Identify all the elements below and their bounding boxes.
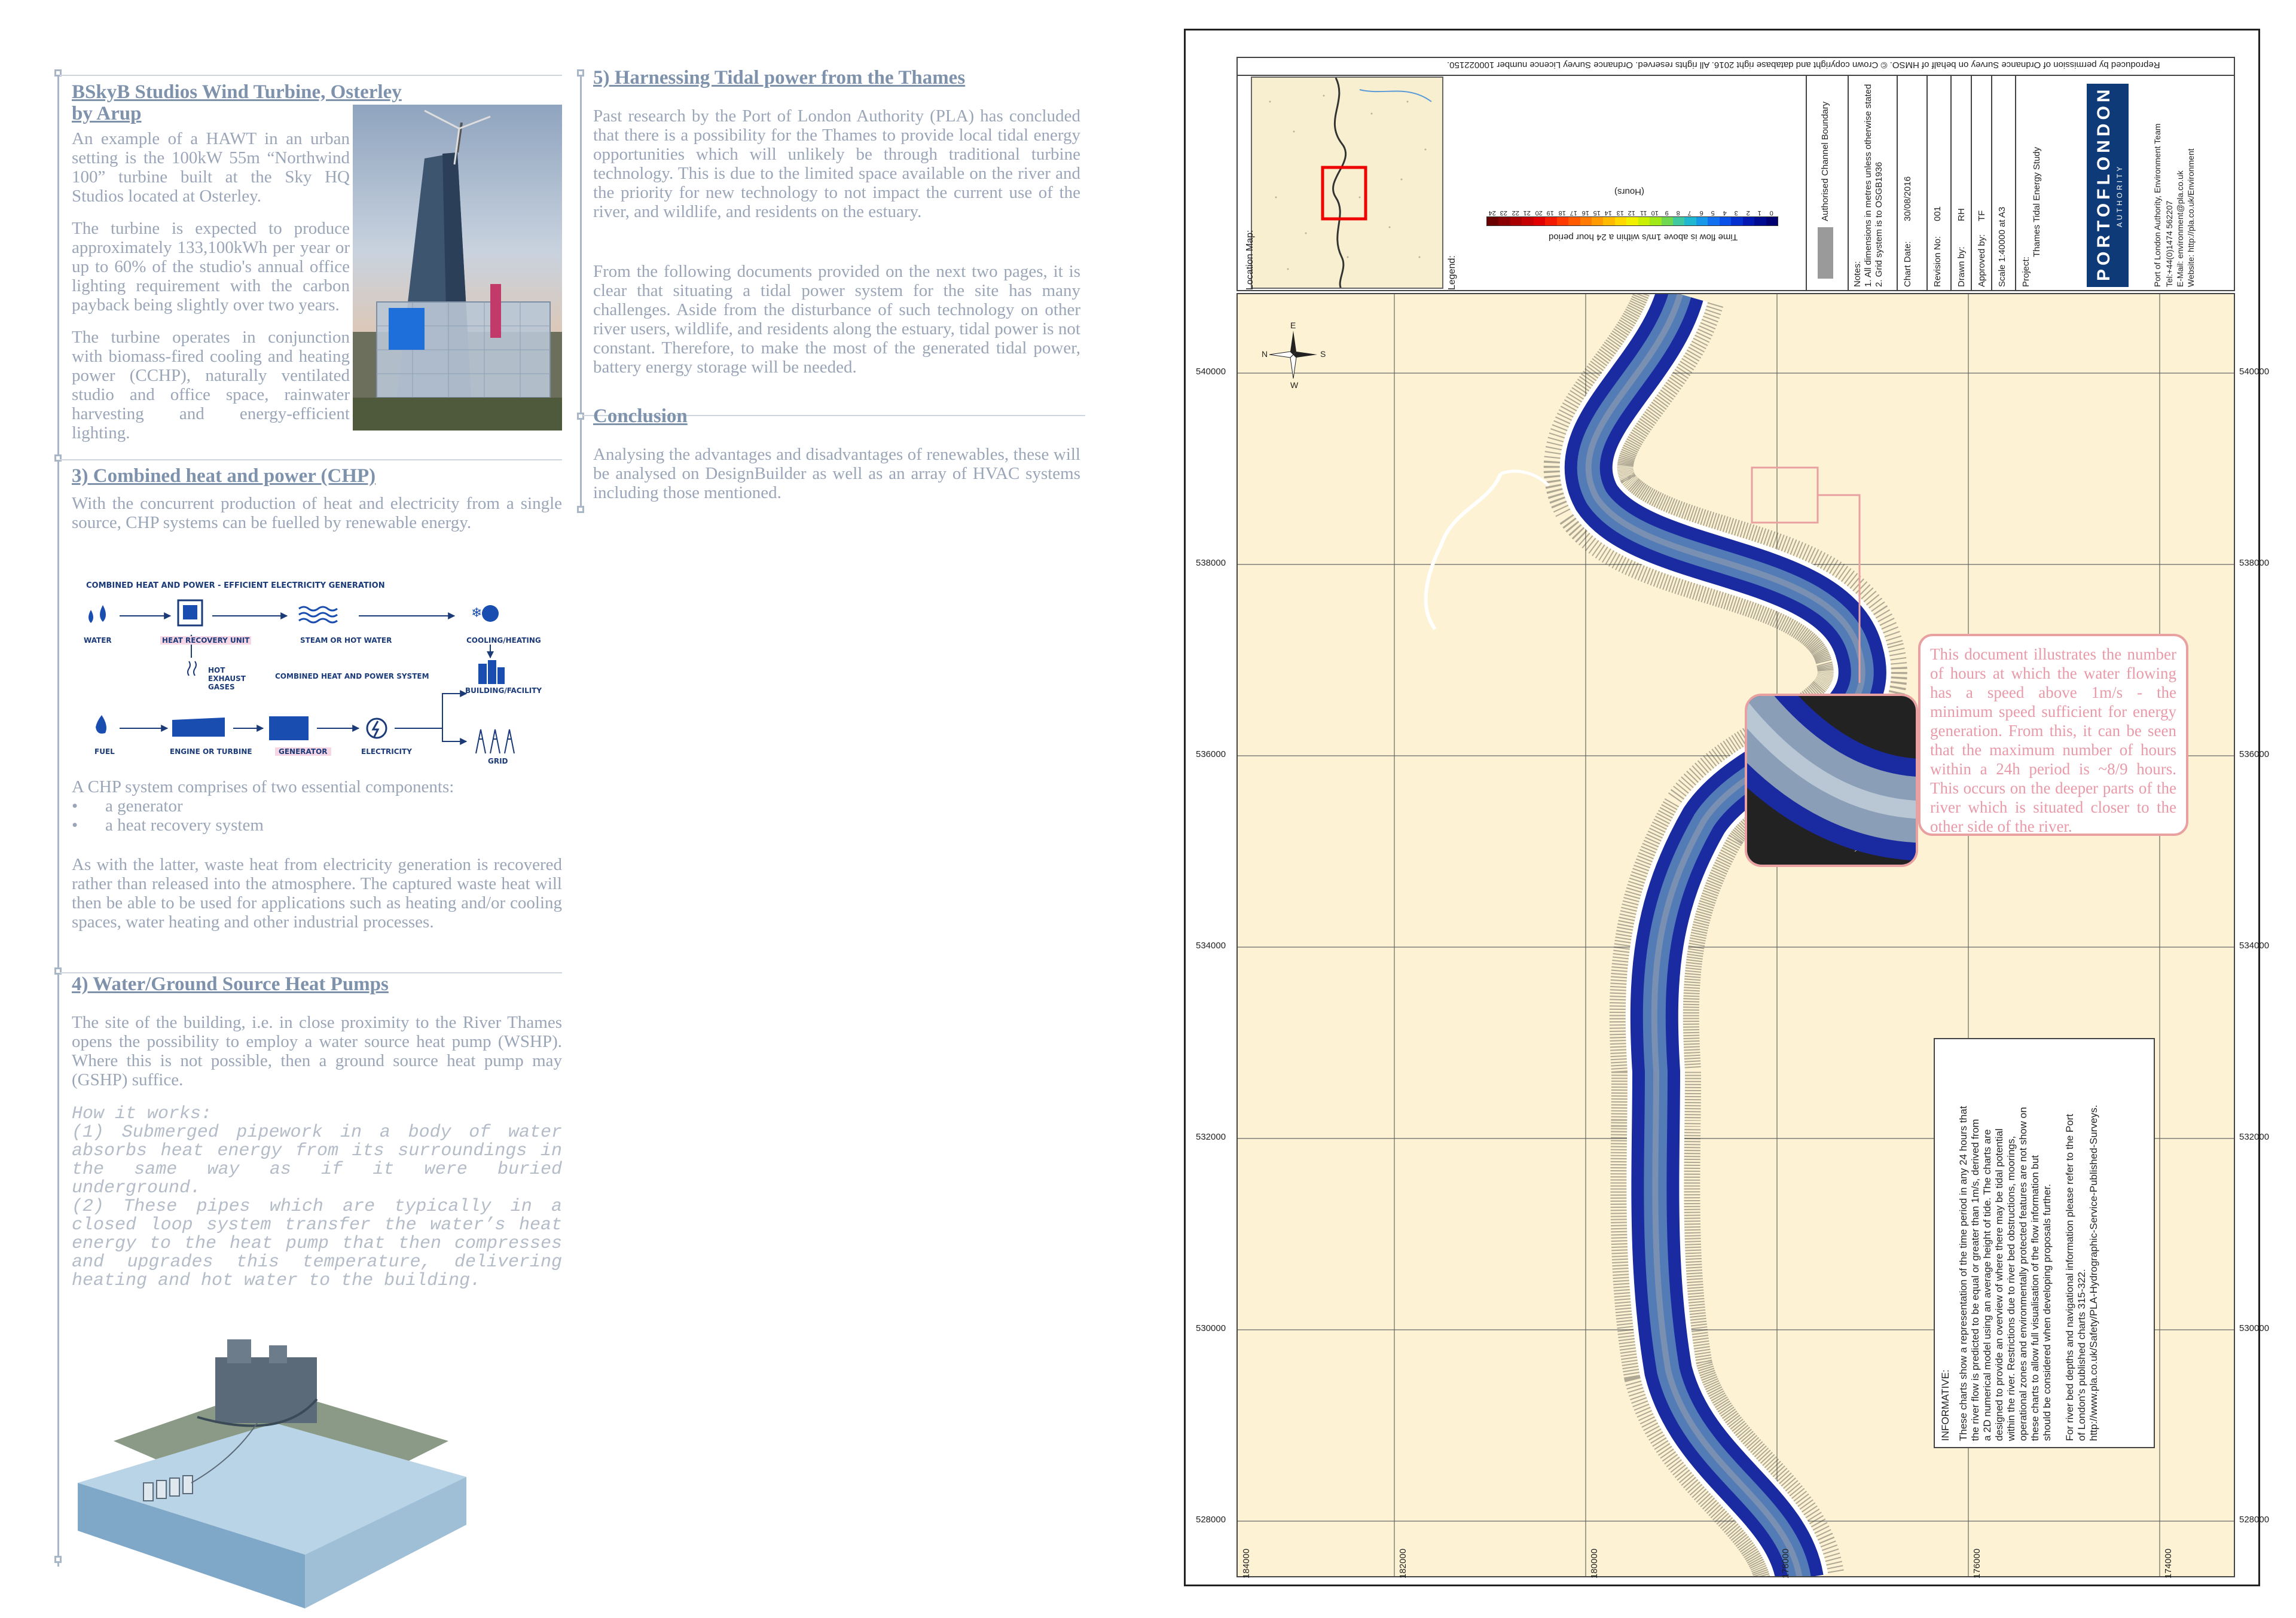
pla-logo-main: PORTOFLONDON xyxy=(2094,86,2114,281)
compass-s: S xyxy=(1320,349,1326,359)
chp-label-engine: ENGINE OR TURBINE xyxy=(170,747,252,756)
legend-swatch xyxy=(1626,217,1638,225)
conclusion-title: Conclusion xyxy=(593,405,688,427)
legend-swatch xyxy=(1615,217,1626,225)
pla-contact-4: Website: http://pla.co.uk/Environment xyxy=(2186,148,2196,287)
legend-value: 5 xyxy=(1711,209,1715,216)
timeline-node xyxy=(577,69,584,77)
legend-value: 0 xyxy=(1769,209,1773,216)
info-row-label: Project: xyxy=(2021,257,2031,287)
wind-paragraph-1: An example of a HAWT in an urban setting is the 100kW 55m “Northwind 100” turbine built at the Sky HQ Studios located at Osterley. xyxy=(72,129,350,206)
pla-contact-1: Port of London Authority, Environment Team xyxy=(2152,123,2162,287)
timeline-node xyxy=(577,506,584,513)
legend-swatch xyxy=(1580,217,1592,225)
legend-value: 8 xyxy=(1676,209,1680,216)
map-copyright: Reproduced by permission of Ordnance Survey on behalf of HMSO. © Crown copyright and database right 2016. All rights reserved. Ordnance Survey Licence number 100022150. xyxy=(1447,60,2160,70)
tidal-title: 5) Harnessing Tidal power from the Thames xyxy=(593,67,966,88)
wshp-how-step-1: (1) Submerged pipework in a body of water absorbs heat energy from its surroundings in the same way as if it were buried underground. xyxy=(72,1122,562,1198)
chp-label-exhaust: HOT EXHAUST GASES xyxy=(208,666,246,691)
legend-value: 10 xyxy=(1651,209,1659,216)
legend-swatch xyxy=(1603,217,1614,225)
chp-bullet-1: • a generator xyxy=(72,796,183,816)
chp-label-cooling: COOLING/HEATING xyxy=(466,636,541,645)
informative-line: designed to provide an overview of where there may be tidal potential xyxy=(1993,1128,2005,1441)
legend-swatch xyxy=(1708,217,1719,225)
informative-line: operational zones and environmentally protected features are not show on xyxy=(2017,1107,2029,1441)
chp-diagram-title: COMBINED HEAT AND POWER - EFFICIENT ELECTRICITY GENERATION xyxy=(86,581,385,590)
info-row-divider xyxy=(2015,76,2016,290)
northing-label: 532000 xyxy=(1196,1132,1226,1142)
conclusion-paragraph: Analysing the advantages and disadvantages of renewables, these will be analysed on DesignBuilder as well as an array of HVAC systems including those mentioned. xyxy=(593,445,1080,502)
legend-value: 12 xyxy=(1628,209,1636,216)
legend-value: 22 xyxy=(1512,209,1519,216)
northing-label: 534000 xyxy=(2239,941,2270,951)
chp-diagram xyxy=(72,574,562,765)
legend-value: 3 xyxy=(1734,209,1738,216)
legend-value: 14 xyxy=(1604,209,1613,216)
easting-label: 174000 xyxy=(2163,1548,2173,1579)
legend-swatch xyxy=(1662,217,1673,225)
wshp-paragraph-1: The site of the building, i.e. in close proximity to the River Thames opens the possibility to employ a water source heat pump (WSHP). Where this is not possible, then a ground source heat pump may (GSHP) suffice. xyxy=(72,1013,562,1089)
chp-title: 3) Combined heat and power (CHP) xyxy=(72,465,376,487)
compass-n: N xyxy=(1262,349,1268,359)
legend-value: 2 xyxy=(1746,209,1750,216)
section-divider xyxy=(60,75,562,76)
note-1: 1. All dimensions in metres unless otherwise stated xyxy=(1863,84,1873,287)
legend-title: Time flow is above 1m/s within a 24 hour period xyxy=(1549,232,1738,242)
sky-building-illustration xyxy=(353,105,562,431)
compass-rose xyxy=(1262,320,1326,390)
compass-e: E xyxy=(1290,320,1296,330)
chp-label-building: BUILDING/FACILITY xyxy=(465,686,542,695)
legend-swatch xyxy=(1754,217,1766,225)
location-map xyxy=(1251,77,1443,289)
timeline-node xyxy=(54,967,62,975)
northing-label: 540000 xyxy=(2239,367,2270,377)
chp-label-electricity: ELECTRICITY xyxy=(361,747,412,756)
legend-value: 17 xyxy=(1570,209,1577,216)
info-row-divider xyxy=(1950,76,1952,290)
sky-studios-photo xyxy=(353,105,562,431)
legend-swatch xyxy=(1696,217,1708,225)
channel-boundary-label: Authorised Channel Boundary xyxy=(1820,101,1830,221)
northing-label: 536000 xyxy=(1196,749,1226,759)
wshp-illustration xyxy=(78,1303,466,1608)
northing-label: 540000 xyxy=(1196,367,1226,377)
informative-line: these charts to allow full visualisation of the flow information but xyxy=(2029,1155,2041,1441)
map-callout-note: This document illustrates the number of hours at which the water flowing has a speed above 1m/s - the minimum speed sufficient for energy generation. From this, it can be seen that the maximum number of hours within a 24h period is ~8/9 hours. This occurs on the deeper parts of the river which is situated closer to the other side of the river. xyxy=(1918,634,2188,836)
svg-text:❄: ❄ xyxy=(471,606,483,621)
wind-title: BSkyB Studios Wind Turbine, Osterley by Arup xyxy=(72,81,402,124)
info-row-divider xyxy=(1926,76,1928,290)
info-row-label: Scale 1:40000 at A3 xyxy=(1997,206,2007,287)
legend-swatch xyxy=(1545,217,1556,225)
legend-swatch xyxy=(1534,217,1545,225)
chp-label-hru: HEAT RECOVERY UNIT xyxy=(160,636,251,645)
legend-value: 15 xyxy=(1593,209,1601,216)
info-row-label: Revision No: xyxy=(1932,236,1943,287)
chp-label-generator: GENERATOR xyxy=(275,747,331,756)
legend-swatch xyxy=(1592,217,1603,225)
northing-label: 538000 xyxy=(1196,558,1226,568)
map-info-strip-rule xyxy=(1236,75,2235,76)
info-row-label: Approved by: xyxy=(1977,234,1987,287)
chp-label-system: COMBINED HEAT AND POWER SYSTEM xyxy=(275,672,429,680)
pla-contact-2: Tel:+44(0)1474 562207 xyxy=(2164,200,2174,287)
location-map-label: Location Map: xyxy=(1245,230,1255,290)
informative-line: These charts show a representation of the time period in any 24 hours that xyxy=(1958,1106,1969,1441)
easting-label: 176000 xyxy=(1972,1548,1982,1579)
wshp-how-step-2: (2) These pipes which are typically in a closed loop system transfer the water’s heat energy to the heat pump that then compresses and upgrades this temperature, delivering heating and hot water to the building. xyxy=(72,1196,562,1291)
informative-line: of London's published charts 315-322. xyxy=(2076,1269,2087,1441)
legend-swatch xyxy=(1743,217,1754,225)
wind-paragraph-2: The turbine is expected to produce approximately 133,100kWh per year or up to 60% of the studio's annual office lighting requirement with the carbon payback being slightly over two years. xyxy=(72,219,350,315)
legend-swatch xyxy=(1522,217,1533,225)
section-divider xyxy=(60,459,562,460)
informative-title: INFORMATIVE: xyxy=(1940,1369,1951,1441)
wind-paragraph-3: The turbine operates in conjunction with biomass-fired cooling and heating power (CCHP), naturally ventilated studio and office space, rainwater harvesting and energy-efficient lighting. xyxy=(72,328,350,442)
informative-line: should be considered when developing proposals further. xyxy=(2041,1183,2053,1441)
legend-swatch xyxy=(1766,217,1778,225)
chp-label-steam: STEAM OR HOT WATER xyxy=(300,636,392,645)
legend-swatch xyxy=(1720,217,1731,225)
legend-swatch xyxy=(1638,217,1650,225)
legend-value: 6 xyxy=(1699,209,1703,216)
legend-value: 9 xyxy=(1665,209,1669,216)
note-2: 2. Grid system is to OSGB1936 xyxy=(1874,161,1884,287)
timeline-node xyxy=(54,454,62,462)
legend-value: 1 xyxy=(1757,209,1761,216)
legend-value: 19 xyxy=(1546,209,1555,216)
northing-label: 538000 xyxy=(2239,558,2270,568)
legend-swatch xyxy=(1557,217,1568,225)
wshp-how-title: How it works: xyxy=(72,1104,212,1124)
northing-label: 530000 xyxy=(2239,1323,2270,1333)
easting-label: 184000 xyxy=(1241,1548,1251,1579)
info-row-divider xyxy=(1991,76,1992,290)
legend-swatch xyxy=(1498,217,1510,225)
informative-link: http://www.pla.co.uk/Safety/PLA-Hydrographic-Service-Published-Surveys. xyxy=(2088,1104,2099,1441)
legend-label: Legend: xyxy=(1447,255,1457,290)
chp-bullet-list xyxy=(72,796,562,835)
legend-unit: (Hours) xyxy=(1614,187,1645,197)
legend-swatch xyxy=(1673,217,1684,225)
channel-boundary-swatch xyxy=(1818,227,1833,279)
legend-value: 24 xyxy=(1488,209,1496,216)
legend-swatch xyxy=(1487,217,1498,225)
legend-value: 7 xyxy=(1688,209,1692,216)
zoom-inset xyxy=(1745,694,1918,867)
informative-line: within the river. Restrictions due to river bed obstructions, moorings, xyxy=(2005,1135,2017,1441)
info-row-value: TF xyxy=(1977,210,1987,221)
wshp-title: 4) Water/Ground Source Heat Pumps xyxy=(72,973,389,995)
easting-label: 178000 xyxy=(1781,1548,1791,1579)
legend-value: 21 xyxy=(1523,209,1531,216)
legend-value: 18 xyxy=(1558,209,1566,216)
tidal-paragraph-2: From the following documents provided on the next two pages, it is clear that situating a tidal power system for the site has many challenges. Aside from the disturbance of such technology on other river users, wildlife, and residents along the estuary, tidal power is not constant. Therefore, to make the most of the generated tidal power, battery energy storage will be needed. xyxy=(593,262,1080,377)
info-row-value: Thames Tidal Energy Study xyxy=(2032,146,2042,257)
zoom-inset-graphic xyxy=(1747,696,1916,865)
easting-label: 182000 xyxy=(1398,1548,1408,1579)
legend-value: 16 xyxy=(1581,209,1589,216)
info-row-label: Chart Date: xyxy=(1903,241,1913,287)
info-row-label: Drawn by: xyxy=(1956,246,1967,287)
info-row-value: RH xyxy=(1956,208,1967,221)
northing-label: 528000 xyxy=(1196,1515,1226,1525)
notes-title: Notes: xyxy=(1852,261,1863,287)
chp-label-grid: GRID xyxy=(488,757,508,765)
timeline-line-middle xyxy=(580,72,582,511)
pla-logo-sub: AUTHORITY xyxy=(2115,164,2124,227)
chp-label-fuel: FUEL xyxy=(94,747,115,756)
compass-rose-icon xyxy=(1266,328,1320,381)
info-row-value: 001 xyxy=(1932,206,1943,221)
chp-paragraph-1: With the concurrent production of heat and electricity from a single source, CHP systems can be fuelled by renewable energy. xyxy=(72,494,562,532)
legend-swatch xyxy=(1568,217,1580,225)
informative-line: the river flow is predicted to be equal or greater than 1m/s, derived from xyxy=(1970,1119,1981,1441)
strip-divider xyxy=(1806,76,1807,290)
informative-line: a 2D numerical model using an average height of tide. The charts are xyxy=(1981,1129,1993,1441)
info-row-divider xyxy=(1971,76,1972,290)
legend-swatch xyxy=(1684,217,1696,225)
legend-value: 13 xyxy=(1616,209,1624,216)
chp-paragraph-2: A CHP system comprises of two essential components: xyxy=(72,777,454,796)
legend-value: 20 xyxy=(1535,209,1543,216)
tidal-paragraph-1: Past research by the Port of London Authority (PLA) has concluded that there is a possibility for the Thames to provide local tidal energy opportunities which will unlikely be through traditional turbine technology. This is due to the limited space available on the river and the priority for new technology to not impact the current use of the river, and wildlife, and residents on the estuary. xyxy=(593,106,1080,221)
chp-bullet-2: • a heat recovery system xyxy=(72,816,264,835)
wshp-how-it-works xyxy=(72,1105,562,1290)
legend-color-bar xyxy=(1486,216,1778,226)
legend-swatch xyxy=(1650,217,1661,225)
strip-divider xyxy=(1848,76,1849,290)
info-row-divider xyxy=(1897,76,1898,290)
legend-swatch xyxy=(1731,217,1742,225)
northing-label: 536000 xyxy=(2239,749,2270,759)
legend-value: 11 xyxy=(1639,209,1647,216)
timeline-line-left xyxy=(57,72,59,1567)
legend-value: 4 xyxy=(1723,209,1727,216)
legend-swatch xyxy=(1510,217,1522,225)
pla-contact-3: E-Mail: environment@pla.co.uk xyxy=(2175,170,2185,287)
info-row-value: 30/08/2016 xyxy=(1903,176,1913,221)
legend-values xyxy=(1486,200,1777,216)
timeline-node xyxy=(54,1556,62,1563)
informative-line: For river bed depths and navigational information please refer to the Port xyxy=(2064,1113,2075,1441)
heat-pump-site-graphic xyxy=(78,1303,466,1608)
northing-label: 528000 xyxy=(2239,1515,2270,1525)
northing-label: 532000 xyxy=(2239,1132,2270,1142)
northing-label: 530000 xyxy=(1196,1323,1226,1333)
compass-w: W xyxy=(1290,380,1299,390)
chp-paragraph-3: As with the latter, waste heat from electricity generation is recovered rather than released into the atmosphere. The captured waste heat will then be able to be used for applications such as heating and/or cooling spaces, water heating and other industrial processes. xyxy=(72,855,562,932)
chp-label-water: WATER xyxy=(84,636,112,645)
easting-label: 180000 xyxy=(1589,1548,1599,1579)
legend-value: 23 xyxy=(1500,209,1508,216)
chp-flow-graphic xyxy=(72,574,562,765)
timeline-node xyxy=(577,413,584,420)
location-map-graphic xyxy=(1252,78,1443,289)
northing-label: 534000 xyxy=(1196,941,1226,951)
